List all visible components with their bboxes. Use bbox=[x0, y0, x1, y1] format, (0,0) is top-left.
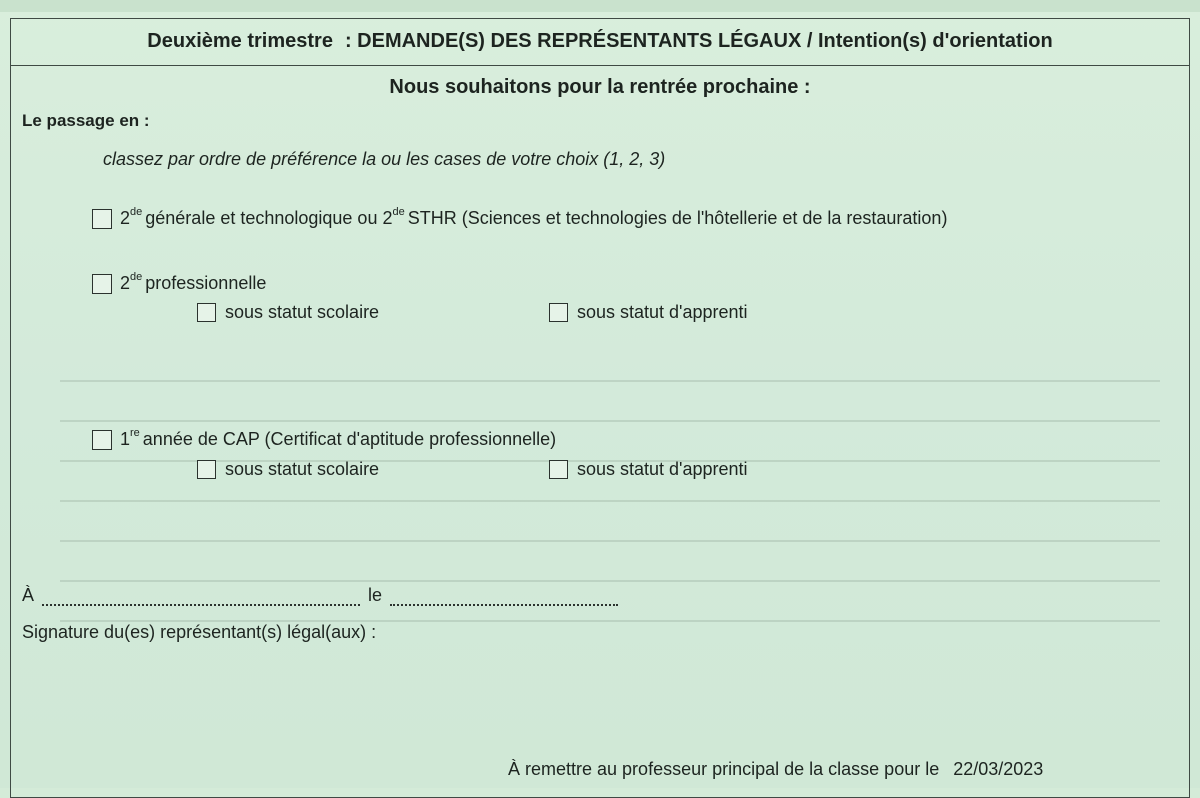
subtitle: Nous souhaitons pour la rentrée prochaine : bbox=[389, 76, 811, 98]
footer-text: À remettre au professeur principal de la classe pour le bbox=[508, 759, 940, 779]
checkbox-pro[interactable] bbox=[92, 274, 112, 294]
option-cap-apprenti-label: sous statut d'apprenti bbox=[577, 459, 748, 479]
deadline-date: 22/03/2023 bbox=[953, 759, 1044, 779]
option-generale-label: 2de générale et technologique ou 2de STHR (Sciences et technologies de l'hôtellerie et de la restauration) bbox=[120, 206, 948, 228]
header-title-left: Deuxième trimestre bbox=[147, 30, 333, 52]
checkbox-pro-apprenti[interactable] bbox=[549, 303, 568, 322]
header-title-right: : DEMANDE(S) DES REPRÉSENTANTS LÉGAUX / Intention(s) d'orientation bbox=[344, 30, 1053, 52]
option-pro-apprenti-row bbox=[549, 302, 748, 323]
option-pro-scolaire-label: sous statut scolaire bbox=[225, 302, 380, 322]
checkbox-cap[interactable] bbox=[92, 430, 112, 450]
signature-label: Signature du(es) représentant(s) légal(aux) : bbox=[22, 622, 377, 642]
checkbox-pro-scolaire[interactable] bbox=[197, 303, 216, 322]
form-header bbox=[10, 18, 1190, 66]
date-field[interactable] bbox=[390, 590, 618, 606]
checkbox-cap-apprenti[interactable] bbox=[549, 460, 568, 479]
option-pro-label: 2de professionnelle bbox=[120, 271, 267, 293]
option-generale-row bbox=[92, 208, 947, 229]
place-label: À bbox=[22, 585, 35, 605]
option-pro-scolaire-row bbox=[197, 302, 379, 323]
checkbox-generale[interactable] bbox=[92, 209, 112, 229]
option-cap-label: 1re année de CAP (Certificat d'aptitude professionnelle) bbox=[120, 427, 557, 449]
option-cap-row bbox=[92, 429, 556, 450]
checkbox-cap-scolaire[interactable] bbox=[197, 460, 216, 479]
option-pro-row bbox=[92, 273, 266, 294]
date-label: le bbox=[368, 585, 383, 605]
form-frame bbox=[10, 18, 1190, 798]
option-cap-apprenti-row bbox=[549, 459, 748, 480]
option-pro-apprenti-label: sous statut d'apprenti bbox=[577, 302, 748, 322]
place-field[interactable] bbox=[42, 590, 360, 606]
top-strip bbox=[0, 0, 1200, 12]
option-cap-scolaire-row bbox=[197, 459, 379, 480]
option-cap-scolaire-label: sous statut scolaire bbox=[225, 459, 380, 479]
place-date-line bbox=[22, 585, 626, 606]
footer-note bbox=[508, 759, 1043, 780]
passage-label: Le passage en : bbox=[22, 111, 150, 130]
instruction-text: classez par ordre de préférence la ou les cases de votre choix (1, 2, 3) bbox=[103, 149, 666, 169]
